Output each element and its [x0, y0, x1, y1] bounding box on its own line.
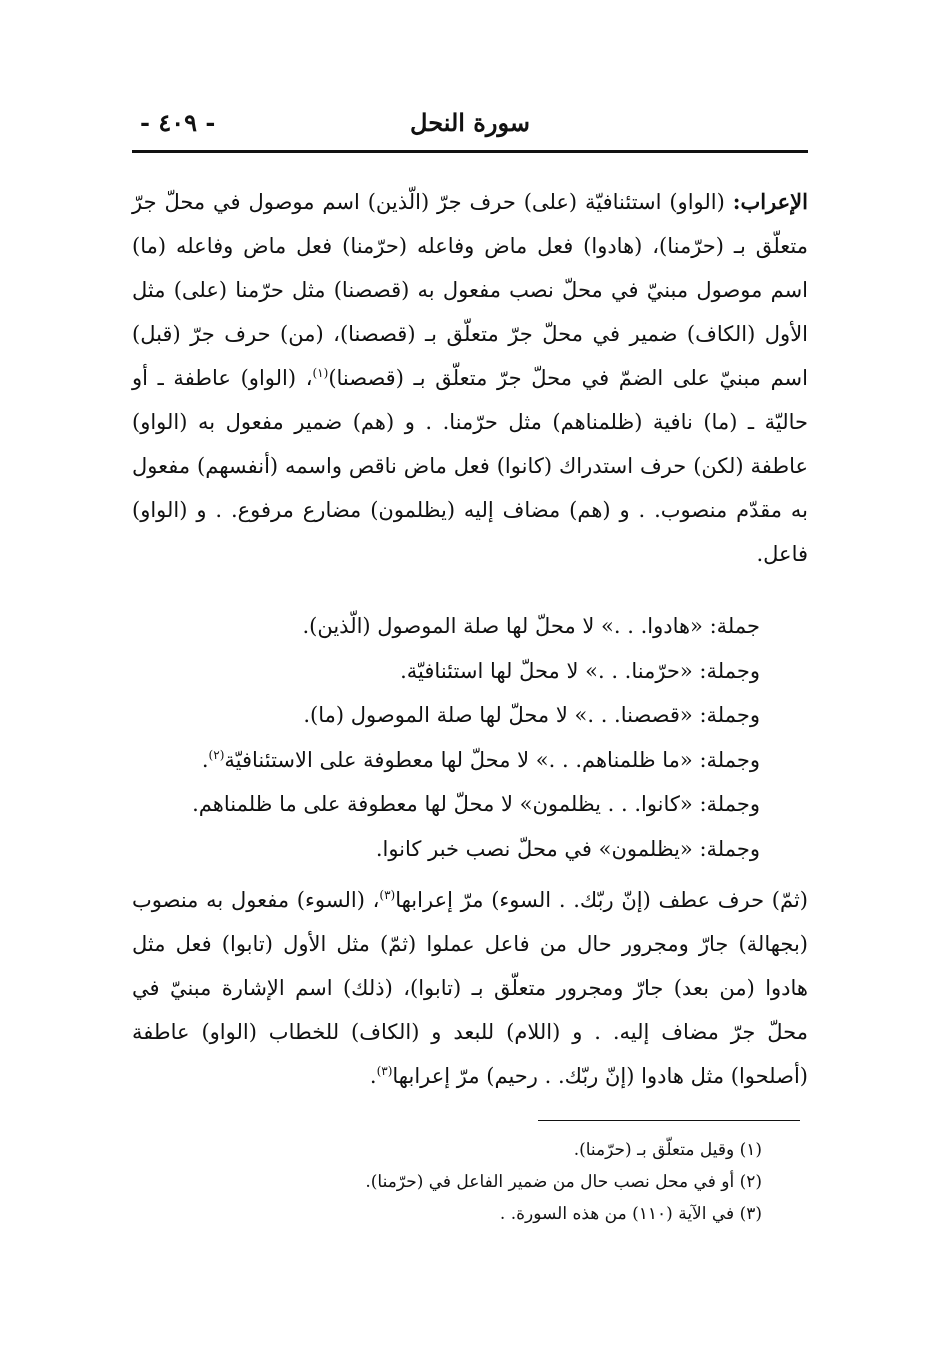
irab-heading: الإعراب: — [732, 189, 808, 214]
sentence-line: وجملة: «كانوا. . . يظلمون» لا محلّ لها معطوفة على ما ظلمناهم. — [192, 792, 760, 816]
sentence-line — [180, 738, 760, 783]
sentence-line-text: وجملة: «ما ظلمناهم. . .» لا محلّ لها معطوفة على الاستئنافيّة — [224, 747, 760, 772]
sentence-line: وجملة: «قصصنا. . .» لا محلّ لها صلة الموصول (ما). — [303, 703, 760, 727]
irab2-text-part-1: (ثمّ) حرف عطف (إنّ ربّك. . السوء) مرّ إعرابها — [395, 888, 808, 912]
footnote: (٣) في الآية (١١٠) من هذه السورة. . — [499, 1204, 762, 1224]
footnote: (٢) أو في محل نصب حال من ضمير الفاعل في (حرّمنا). — [365, 1172, 762, 1192]
irab-text-part-1: (الواو) استئنافيّة (على) حرف جرّ (الّذين) اسم موصول في محلّ جرّ متعلّق بـ (حرّمنا)، (هادوا) فعل ماض وفاعله (حرّمنا) فعل ماض وفاعله (ما) اسم موصول مبنيّ في محلّ نصب مفعول به (قصصنا) مثل حرّمنا (على) مثل الأول (الكاف) ضمير في محلّ جرّ متعلّق بـ (قصصنا)، (من) حرف جرّ (قبل) اسم مبنيّ على الضمّ في محلّ جرّ متعلّق بـ (قصصنا) — [132, 190, 808, 390]
footnotes — [300, 1134, 762, 1230]
irab-text-part-2: ، (الواو) عاطفة ـ أو حاليّة ـ (ما) نافية (ظلمناهم) مثل حرّمنا. . و (هم) ضمير مفعول به (الواو) عاطفة (لكن) حرف استدراك (كانوا) فعل ماض ناقص واسمه (أنفسهم) مفعول به مقدّم منصوب. . و (هم) مضاف إليه (يظلمون) مضارع مرفوع. . و (الواو) فاعل. — [132, 366, 808, 566]
page-header — [132, 108, 808, 152]
sentence-line-end: . — [201, 747, 209, 772]
page-number: - ٤٠٩ - — [140, 108, 216, 137]
header-divider — [132, 150, 808, 153]
irab2-text-part-3: . — [369, 1064, 377, 1088]
irab-paragraph — [132, 180, 808, 576]
surah-title: سورة النحل — [410, 108, 530, 137]
sentence-line: وجملة: «حرّمنا. . .» لا محلّ لها استئنافيّة. — [400, 658, 760, 683]
footnote: (١) وقيل متعلّق بـ (حرّمنا). — [573, 1140, 762, 1160]
footnote-ref-3: (٣) — [379, 888, 396, 902]
footnote-ref-1: (١) — [312, 366, 329, 380]
sentence-analysis-list — [180, 604, 760, 871]
footnote-divider — [538, 1120, 800, 1121]
sentence-line: جملة: «هادوا. . .» لا محلّ لها صلة الموصول (الّذين). — [302, 614, 760, 638]
footnote-ref-2: (٢) — [208, 747, 225, 762]
irab-paragraph-2 — [132, 878, 808, 1098]
sentence-line: وجملة: «يظلمون» في محلّ نصب خبر كانوا. — [375, 836, 760, 861]
irab2-text-part-2: ، (السوء) مفعول به منصوب (بجهالة) جارّ ومجرور حال من فاعل عملوا (ثمّ) مثل الأول (تابوا) فعل مثل هادوا (من بعد) جارّ ومجرور متعلّق بـ (تابوا)، (ذلك) اسم الإشارة مبنيّ في محلّ جرّ مضاف إليه. . و (اللام) للبعد و (الكاف) للخطاب (الواو) عاطفة (أصلحوا) مثل هادوا (إنّ ربّك. . رحيم) مرّ إعرابها — [132, 888, 808, 1088]
footnote-ref-3b: (٣) — [376, 1064, 393, 1078]
